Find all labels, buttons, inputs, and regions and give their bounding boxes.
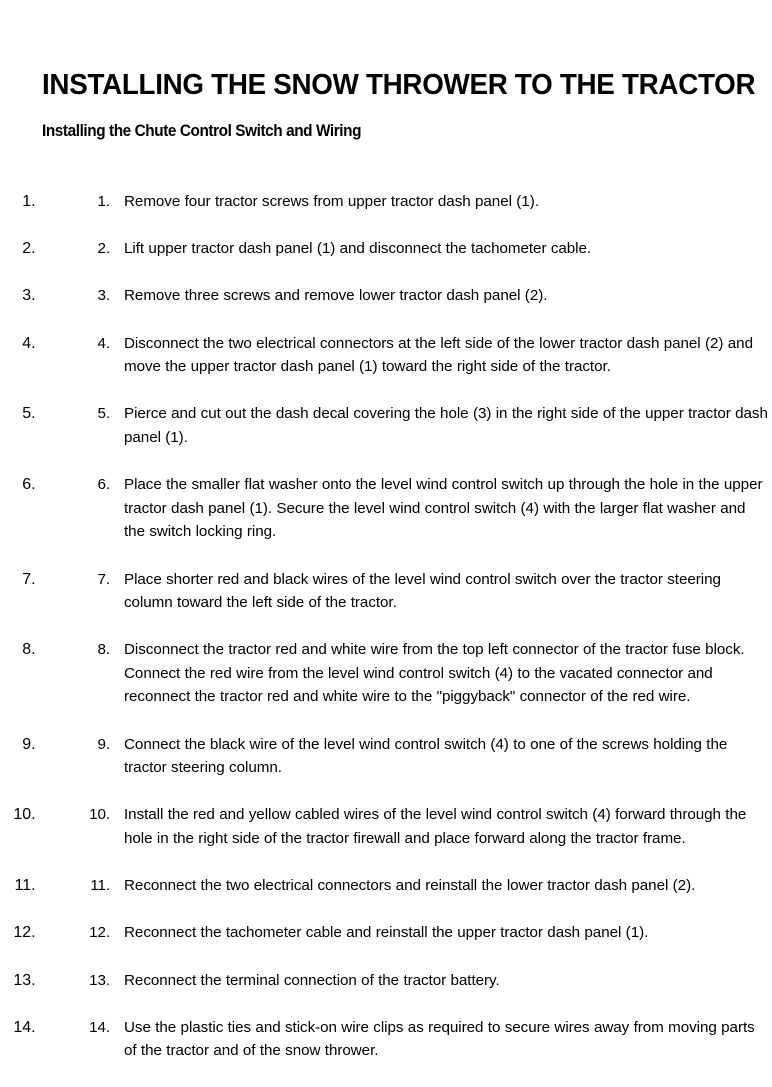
step-text: Pierce and cut out the dash decal covering the hole (3) in the right side of the upper tractor dash panel (1). xyxy=(124,405,768,446)
step-text: Remove four tractor screws from upper tractor dash panel (1). xyxy=(124,193,539,210)
step-number: 14. 14. xyxy=(89,1018,110,1036)
instruction-step xyxy=(40,284,772,331)
instruction-step-list xyxy=(0,190,772,1087)
step-number: 3. 3. xyxy=(97,287,110,305)
instruction-step xyxy=(40,568,772,639)
instruction-step xyxy=(40,1016,772,1087)
step-number: 1. 1. xyxy=(97,193,110,210)
step-text: Reconnect the terminal connection of the tractor battery. xyxy=(124,971,500,989)
step-number: 9. 9. xyxy=(97,735,110,753)
instruction-step xyxy=(40,803,772,874)
step-number: 10. 10. xyxy=(89,806,110,824)
step-number: 11. 11. xyxy=(90,877,110,895)
step-text: Disconnect the tractor red and white wire from the top left connector of the tractor fuse block. Connect the red wire from the level wind control switch (4) to the vacated connector and reconnect the tractor red and white wire to the "piggyback" connector of the red wire. xyxy=(124,641,745,706)
step-number: 7. 7. xyxy=(97,570,110,588)
step-text: Reconnect the tachometer cable and reinstall the upper tractor dash panel (1). xyxy=(124,924,649,942)
instruction-step xyxy=(40,921,772,968)
step-text: Remove three screws and remove lower tractor dash panel (2). xyxy=(124,287,548,305)
instruction-step xyxy=(40,733,772,804)
step-text: Reconnect the two electrical connectors and reinstall the lower tractor dash panel (2). xyxy=(124,877,696,895)
instruction-step xyxy=(40,237,772,284)
step-text: Install the red and yellow cabled wires of the level wind control switch (4) forward through the hole in the right side of the tractor firewall and place forward along the tractor frame. xyxy=(124,806,747,848)
instruction-step xyxy=(40,332,772,403)
instruction-step xyxy=(40,969,772,1016)
instruction-step xyxy=(40,190,772,237)
step-text: Connect the black wire of the level wind control switch (4) to one of the screws holding the tractor steering column. xyxy=(124,735,728,777)
step-number: 5. 5. xyxy=(97,405,110,423)
step-text: Disconnect the two electrical connectors at the left side of the lower tractor dash panel (2) and move the upper tractor dash panel (1) toward the right side of the tractor. xyxy=(124,334,753,376)
section-subtitle: Installing the Chute Control Switch and Wiring xyxy=(42,121,362,140)
step-text: Place shorter red and black wires of the level wind control switch over the tractor steering column toward the left side of the tractor. xyxy=(124,570,721,612)
instruction-step xyxy=(40,473,772,567)
step-number: 4. 4. xyxy=(97,334,110,352)
step-text: Place the smaller flat washer onto the level wind control switch up through the hole in the upper tractor dash panel (1). Secure the level wind control switch (4) with the larger flat washer and the switch locking ring. xyxy=(124,476,763,541)
page-title: INSTALLING THE SNOW THROWER TO THE TRACTOR xyxy=(42,69,756,102)
step-number: 13. 13. xyxy=(89,971,110,989)
step-number: 8. 8. xyxy=(97,641,110,659)
instruction-step xyxy=(40,402,772,473)
step-text: Use the plastic ties and stick-on wire clips as required to secure wires away from moving parts of the tractor and of the snow thrower. xyxy=(124,1018,755,1060)
instruction-step xyxy=(40,638,772,732)
step-number: 6. 6. xyxy=(97,476,110,494)
step-number: 12. 12. xyxy=(89,924,110,942)
step-number: 2. 2. xyxy=(97,240,110,258)
step-text: Lift upper tractor dash panel (1) and disconnect the tachometer cable. xyxy=(124,240,592,258)
instruction-step xyxy=(40,874,772,921)
